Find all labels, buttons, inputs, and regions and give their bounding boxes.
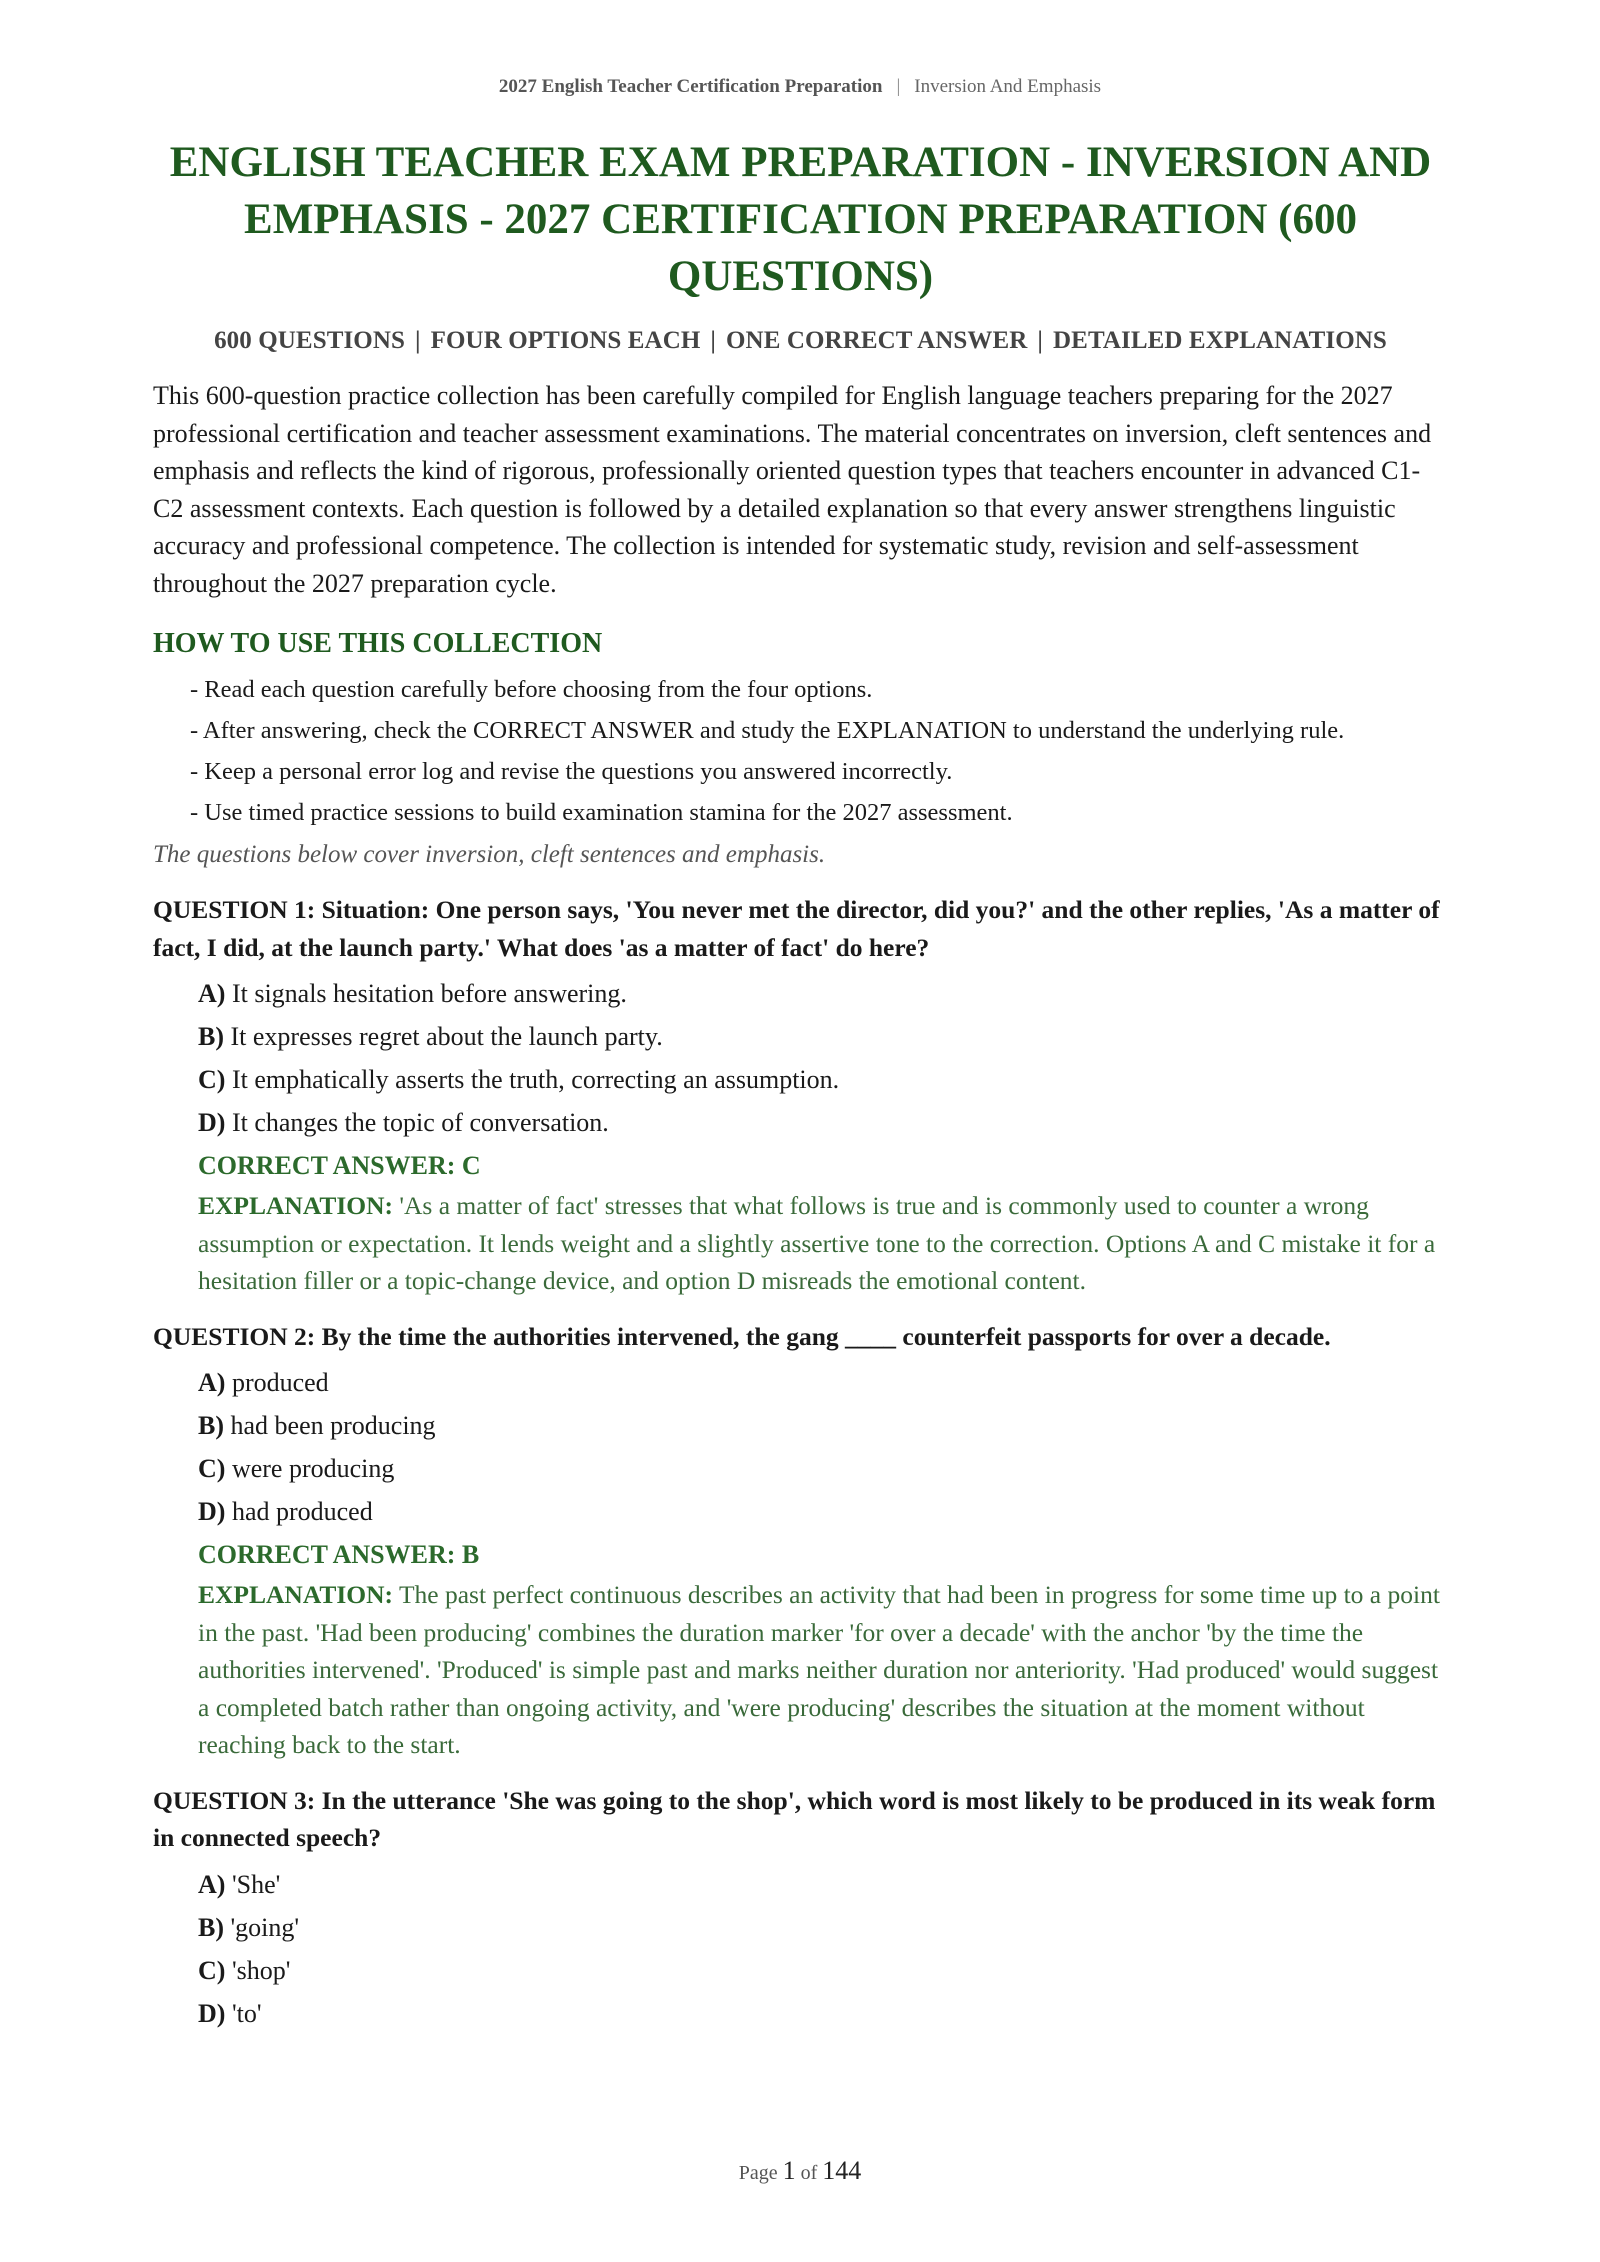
option-text: had produced (231, 1497, 373, 1526)
option-list (153, 1361, 1448, 1533)
correct-answer: CORRECT ANSWER: B (198, 1540, 480, 1569)
howto-item: - After answering, check the CORRECT ANSWER and study the EXPLANATION to understand the underlying rule. (190, 717, 1345, 744)
option-text: 'to' (231, 1998, 262, 2028)
option-text: had been producing (230, 1411, 436, 1440)
option-text: It changes the topic of conversation. (231, 1108, 609, 1137)
intro-paragraph: This 600-question practice collection has been carefully compiled for English language teachers preparing for the 2027 professional certification and teacher assessment examinations. The material concentrates on inversion, cleft sentences and emphasis and reflects the kind of rigorous, professionally oriented question types that teachers encounter in advanced C1-C2 assessment contexts. Each question is followed by a detailed explanation so that every answer strengthens linguistic accuracy and professional competence. The collection is intended for systematic study, revision and self-assessment throughout the 2027 preparation cycle. (153, 381, 1432, 598)
subtitle-item: 600 QUESTIONS (214, 327, 406, 354)
option-text: 'shop' (231, 1955, 291, 1985)
question-text: QUESTION 1: Situation: One person says, 'You never met the director, did you?' and the other replies, 'As a matter of fact, I did, at the launch party.' What does 'as a matter of fact' do here? (153, 895, 1440, 962)
option-letter: C) (198, 1454, 226, 1483)
option-item (198, 1863, 1448, 1906)
question-block (153, 1318, 1448, 1764)
of-word: of (800, 2162, 818, 2184)
option-text: It expresses regret about the launch party. (230, 1022, 663, 1051)
howto-item: - Read each question carefully before choosing from the four options. (190, 676, 873, 703)
coverage-note: The questions below cover inversion, cleft sentences and emphasis. (153, 841, 826, 868)
option-text: It emphatically asserts the truth, correcting an assumption. (231, 1065, 840, 1094)
subtitle-item: FOUR OPTIONS EACH (430, 327, 701, 354)
option-letter: D) (198, 1998, 226, 2028)
option-item (198, 1490, 1448, 1533)
option-letter: D) (198, 1497, 226, 1526)
option-item (198, 1058, 1448, 1101)
correct-answer: CORRECT ANSWER: C (198, 1151, 481, 1180)
question-block (153, 891, 1448, 1300)
document-subtitle (153, 327, 1448, 355)
option-letter: A) (198, 1368, 226, 1397)
document-title: ENGLISH TEACHER EXAM PREPARATION - INVERSION AND EMPHASIS - 2027 CERTIFICATION PREPARATION (600 QUESTIONS) (169, 139, 1432, 300)
option-text: 'She' (231, 1869, 281, 1899)
option-letter: A) (198, 1869, 226, 1899)
explanation (153, 1187, 1448, 1300)
subtitle-separator: | (415, 327, 421, 354)
header-topic: Inversion And Emphasis (914, 76, 1102, 97)
option-item (198, 1906, 1448, 1949)
option-letter: C) (198, 1065, 226, 1094)
explanation-text: 'As a matter of fact' stresses that what follows is true and is commonly used to counter a wrong assumption or expectation. It lends weight and a slightly assertive tone to the correction. Options A and C mistake it for a hesitation filler or a topic-change device, and option D misreads the emotional content. (198, 1191, 1436, 1295)
page-footer (0, 2156, 1600, 2186)
option-item (198, 1447, 1448, 1490)
option-letter: D) (198, 1108, 226, 1137)
subtitle-item: DETAILED EXPLANATIONS (1053, 327, 1387, 354)
subtitle-separator: | (710, 327, 717, 354)
running-header (0, 76, 1600, 98)
current-page-number: 1 (782, 2156, 796, 2185)
option-list (153, 1863, 1448, 2035)
option-letter: A) (198, 979, 226, 1008)
page-content (153, 134, 1448, 2035)
howto-list (153, 672, 1448, 830)
option-item (198, 1949, 1448, 1992)
howto-heading: HOW TO USE THIS COLLECTION (153, 628, 603, 659)
option-item (198, 1992, 1448, 2035)
option-letter: B) (198, 1912, 224, 1942)
explanation-label: EXPLANATION: (198, 1580, 394, 1609)
question-text: QUESTION 3: In the utterance 'She was going to the shop', which word is most likely to be produced in its weak form in connected speech? (153, 1785, 1436, 1852)
header-doc-title: 2027 English Teacher Certification Preparation (498, 76, 883, 97)
subtitle-separator: | (1037, 327, 1044, 354)
option-item (198, 1361, 1448, 1404)
option-item (198, 1404, 1448, 1447)
howto-item: - Use timed practice sessions to build examination stamina for the 2027 assessment. (190, 799, 1013, 826)
option-letter: C) (198, 1955, 226, 1985)
subtitle-item: ONE CORRECT ANSWER (726, 327, 1028, 354)
explanation-text: The past perfect continuous describes an activity that had been in progress for some time up to a point in the past. 'Had been producing' combines the duration marker 'for over a decade' with the anchor 'by the time the authorities intervened'. 'Produced' is simple past and marks neither duration nor anteriority. 'Had produced' would suggest a completed batch rather than ongoing activity, and 'were producing' describes the situation at the moment without reaching back to the start. (198, 1580, 1440, 1759)
option-item (198, 972, 1448, 1015)
option-item (198, 1015, 1448, 1058)
option-letter: B) (198, 1411, 224, 1440)
option-item (198, 1101, 1448, 1144)
option-list (153, 972, 1448, 1144)
explanation-label: EXPLANATION: (198, 1191, 394, 1220)
option-text: produced (231, 1368, 329, 1397)
header-separator: | (896, 76, 901, 97)
option-text: It signals hesitation before answering. (231, 979, 627, 1008)
question-text: QUESTION 2: By the time the authorities intervened, the gang ____ counterfeit passports for over a decade. (153, 1321, 1331, 1351)
question-block (153, 1782, 1448, 2035)
option-letter: B) (198, 1022, 224, 1051)
explanation (153, 1576, 1448, 1764)
option-text: 'going' (230, 1912, 300, 1942)
page-word: Page (738, 2162, 778, 2184)
option-text: were producing (231, 1454, 395, 1483)
total-pages: 144 (822, 2156, 862, 2185)
howto-item: - Keep a personal error log and revise the questions you answered incorrectly. (190, 758, 953, 785)
